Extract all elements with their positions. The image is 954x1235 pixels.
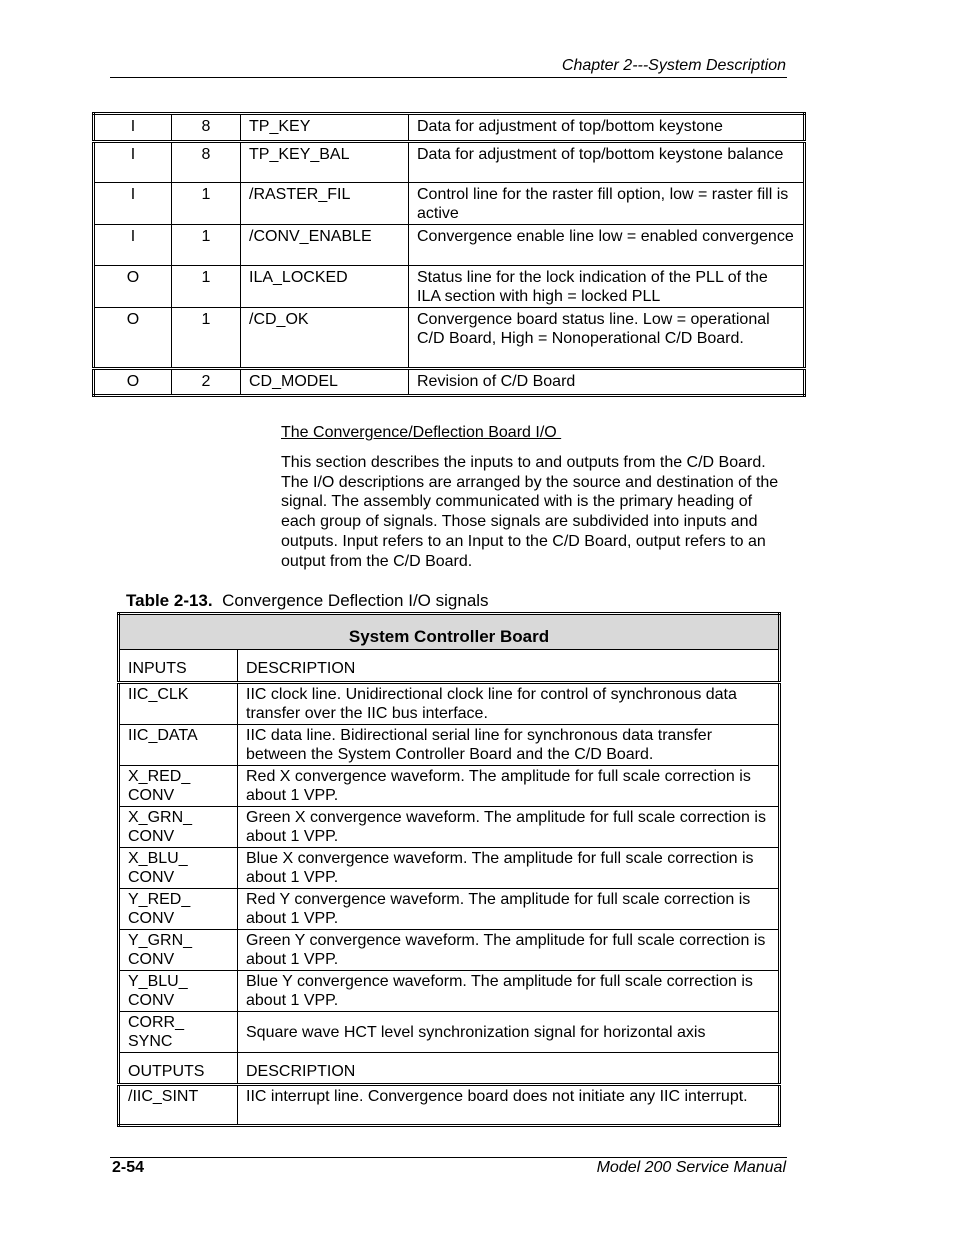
table-title: System Controller Board — [119, 614, 780, 650]
footer-rule — [110, 1157, 787, 1158]
signal-cell: ILA_LOCKED — [241, 266, 409, 308]
table-caption-text: Convergence Deflection I/O signals — [222, 591, 489, 610]
signal-cell: TP_KEY_BAL — [241, 142, 409, 183]
signal-cell: /CONV_ENABLE — [241, 225, 409, 266]
table-caption — [126, 591, 489, 611]
bits-cell: 1 — [172, 308, 241, 369]
signal-table-continued — [92, 112, 806, 397]
table-row — [119, 848, 780, 889]
bits-cell: 1 — [172, 225, 241, 266]
direction-cell: O — [94, 266, 172, 308]
signal-cell: IIC_DATA — [119, 725, 238, 766]
description-cell: Green Y convergence waveform. The amplitude for full scale correction is about 1 VPP. — [238, 930, 780, 971]
bits-cell: 1 — [172, 266, 241, 308]
inputs-description-label: DESCRIPTION — [238, 650, 780, 683]
bits-cell: 1 — [172, 183, 241, 225]
description-cell: Red X convergence waveform. The amplitude for full scale correction is about 1 VPP. — [238, 766, 780, 807]
direction-cell: O — [94, 308, 172, 369]
description-cell: IIC data line. Bidirectional serial line for synchronous data transfer between the System Controller Board and the C/D Board. — [238, 725, 780, 766]
description-cell: Square wave HCT level synchronization signal for horizontal axis — [238, 1012, 780, 1053]
table-row — [94, 225, 805, 266]
header-rule — [110, 77, 787, 78]
direction-cell: I — [94, 114, 172, 142]
description-cell: Status line for the lock indication of the PLL of the ILA section with high = locked PLL — [409, 266, 805, 308]
bits-cell: 8 — [172, 142, 241, 183]
table-row — [119, 1085, 780, 1126]
signal-cell: Y_GRN_ CONV — [119, 930, 238, 971]
signal-cell: Y_RED_ CONV — [119, 889, 238, 930]
description-cell: Convergence enable line low = enabled convergence — [409, 225, 805, 266]
signal-cell: X_GRN_ CONV — [119, 807, 238, 848]
signal-cell: CORR_ SYNC — [119, 1012, 238, 1053]
table-caption-label: Table 2-13. — [126, 591, 213, 610]
description-cell: Control line for the raster fill option, low = raster fill is active — [409, 183, 805, 225]
signal-cell: Y_BLU_ CONV — [119, 971, 238, 1012]
outputs-label: OUTPUTS — [119, 1053, 238, 1085]
table-row — [94, 266, 805, 308]
convergence-io-table — [117, 612, 781, 1127]
section-body: This section describes the inputs to and outputs from the C/D Board. The I/O descriptions are arranged by the source and destination of the signal. The assembly communicated with is the primary heading of each group of signals. Those signals are subdivided into inputs and outputs. Input refers to an Input to the C/D Board, output refers to an output from the C/D Board. — [281, 454, 779, 570]
table-row — [94, 114, 805, 142]
table-row — [119, 683, 780, 725]
signal-cell: /IIC_SINT — [119, 1085, 238, 1126]
description-cell: Convergence board status line. Low = operational C/D Board, High = Nonoperational C/D Board. — [409, 308, 805, 369]
table-row — [119, 889, 780, 930]
description-cell: Green X convergence waveform. The amplitude for full scale correction is about 1 VPP. — [238, 807, 780, 848]
table-row — [119, 766, 780, 807]
table-row — [119, 725, 780, 766]
description-cell: Revision of C/D Board — [409, 369, 805, 396]
inputs-header-row — [119, 650, 780, 683]
description-cell: Data for adjustment of top/bottom keystone — [409, 114, 805, 142]
table-row — [119, 807, 780, 848]
signal-cell: /CD_OK — [241, 308, 409, 369]
direction-cell: I — [94, 225, 172, 266]
table-row — [94, 308, 805, 369]
description-cell: Red Y convergence waveform. The amplitude for full scale correction is about 1 VPP. — [238, 889, 780, 930]
description-cell: Blue Y convergence waveform. The amplitude for full scale correction is about 1 VPP. — [238, 971, 780, 1012]
bits-cell: 2 — [172, 369, 241, 396]
signal-cell: CD_MODEL — [241, 369, 409, 396]
signal-cell: IIC_CLK — [119, 683, 238, 725]
direction-cell: I — [94, 183, 172, 225]
outputs-description-label: DESCRIPTION — [238, 1053, 780, 1085]
chapter-header: Chapter 2---System Description — [561, 57, 786, 74]
description-cell: Data for adjustment of top/bottom keystone balance — [409, 142, 805, 183]
bits-cell: 8 — [172, 114, 241, 142]
table-title-row — [119, 614, 780, 650]
signal-cell: TP_KEY — [241, 114, 409, 142]
direction-cell: I — [94, 142, 172, 183]
table-row — [94, 183, 805, 225]
description-cell: Blue X convergence waveform. The amplitude for full scale correction is about 1 VPP. — [238, 848, 780, 889]
page-number: 2-54 — [112, 1159, 145, 1176]
signal-cell: /RASTER_FIL — [241, 183, 409, 225]
table-row — [119, 1012, 780, 1053]
inputs-label: INPUTS — [119, 650, 238, 683]
signal-cell: X_BLU_ CONV — [119, 848, 238, 889]
table-row — [94, 142, 805, 183]
table-row — [119, 930, 780, 971]
description-cell: IIC interrupt line. Convergence board does not initiate any IIC interrupt. — [238, 1085, 780, 1126]
outputs-header-row — [119, 1053, 780, 1085]
manual-title: Model 200 Service Manual — [596, 1159, 786, 1176]
table-row — [94, 369, 805, 396]
section-heading: The Convergence/Deflection Board I/O — [281, 424, 562, 441]
table-row — [119, 971, 780, 1012]
signal-cell: X_RED_ CONV — [119, 766, 238, 807]
description-cell: IIC clock line. Unidirectional clock line for control of synchronous data transfer over the IIC bus interface. — [238, 683, 780, 725]
direction-cell: O — [94, 369, 172, 396]
